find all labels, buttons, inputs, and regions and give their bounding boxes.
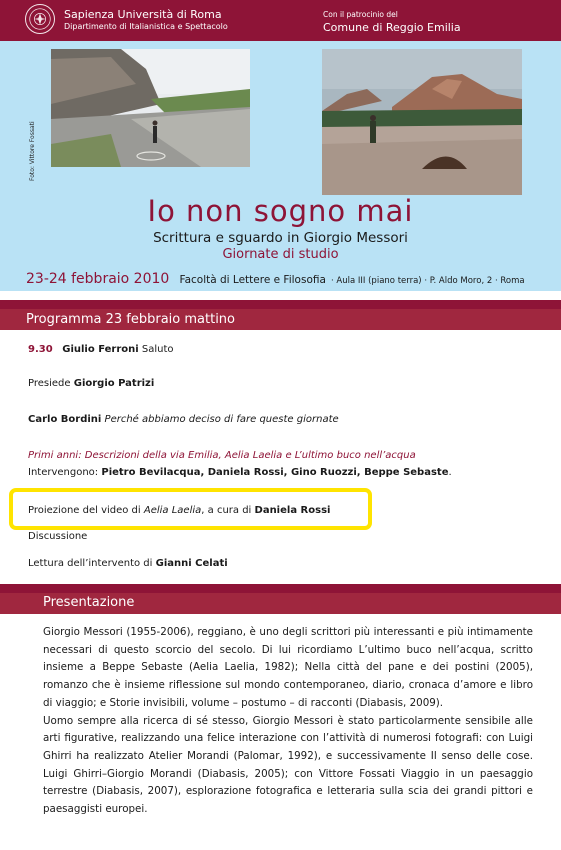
programma-heading: Programma 23 febbraio mattino (26, 312, 236, 327)
program-speakers: Pietro Bevilacqua, Daniela Rossi, Gino Ruozzi, Beppe Sebaste (101, 467, 449, 478)
university-name: Sapienza Università di Roma (64, 8, 222, 21)
program-discussion: Discussione (28, 531, 88, 542)
event-type: Giornate di studio (222, 247, 339, 262)
event-venue: Facoltà di Lettere e Filosofia (179, 274, 326, 286)
photo-riverbed-landscape (322, 49, 522, 195)
program-work: Aelia Laelia (143, 505, 202, 516)
event-dates: 23-24 febbraio 2010 (26, 271, 170, 287)
program-speaker: Giorgio Patrizi (73, 378, 155, 389)
program-talk-title: Perché abbiamo deciso di fare queste giornate (104, 414, 339, 425)
program-speaker: Carlo Bordini (28, 414, 102, 425)
program-prefix: Lettura dell’intervento di (28, 558, 153, 569)
program-prefix: Proiezione del video di (28, 505, 141, 516)
program-item (28, 414, 339, 425)
program-item (28, 378, 154, 389)
program-speaker: Gianni Celati (155, 558, 228, 569)
program-item (28, 344, 174, 355)
program-speaker: Daniela Rossi (254, 505, 331, 516)
program-item: Proiezione del video di Aelia Laelia, a cura di Daniela Rossi (28, 505, 331, 516)
header-bar (0, 0, 561, 41)
event-subtitle: Scrittura e sguardo in Giorgio Messori (153, 230, 408, 246)
university-seal-icon (25, 4, 55, 34)
presentazione-heading: Presentazione (43, 595, 135, 610)
photo-credit: Foto: Vittore Fossati (29, 121, 36, 181)
photo-road-landscape (51, 49, 250, 167)
event-venue-details: · Aula III (piano terra) · P. Aldo Moro, 2 · Roma (331, 276, 525, 286)
presentazione-header (0, 584, 561, 614)
patronage-label: Con il patrocinio del (323, 10, 398, 19)
presentazione-text (43, 624, 533, 819)
program-prefix: Intervengono: (28, 467, 99, 478)
program-item (28, 558, 228, 569)
presentazione-paragraph: Uomo sempre alla ricerca di sé stesso, Giorgio Messori è stato particolarmente sensibile alle arti figurative, realizzando una felice interazione con l’attività di numerosi fotografi: con Luigi Ghirri ha realizzato Atelier Morandi (Palomar, 1992), e successivamente Il senso delle cose. Luigi Ghirri–Giorgio Morandi (Diabasis, 2005); con Vittore Fossati Viaggio in un paesaggio terrestre (Diabasis, 2007), esplorazione fotografica e letteraria sulla scia dei grandi pittori e paesaggisti europei. (43, 714, 533, 816)
date-venue-line (26, 268, 525, 287)
program-section-title: Primi anni: Descrizioni della via Emilia, Aelia Laelia e L’ultimo buco nell’acqua (28, 450, 416, 461)
patronage-name: Comune di Reggio Emilia (323, 21, 461, 34)
presentazione-paragraph: Giorgio Messori (1955-2006), reggiano, è uno degli scrittori più interessanti e più intimamente necessari di questo scorcio del secolo. Di lui ricordiamo L’ultimo buco nell’acqua, scritto insieme a Beppe Sebaste (Aelia Laelia, 1982); Nella città del pane e dei postini (2005), romanzo che è insieme riflessione sul mondo contemporaneo, diario, cronaca d’amore e libro di viaggio; e Storie invisibili, volume – postumo – di racconti (Diabasis, 2009). (43, 626, 533, 709)
programma-header (0, 300, 561, 330)
program-text: Saluto (141, 344, 174, 355)
program-item: Intervengono: Pietro Bevilacqua, Daniela Rossi, Gino Ruozzi, Beppe Sebaste. (28, 467, 452, 478)
event-title: Io non sogno mai (147, 194, 414, 228)
department-name: Dipartimento di Italianistica e Spettacolo (64, 22, 228, 31)
program-speaker: Giulio Ferroni (62, 344, 139, 355)
program-prefix: Presiede (28, 378, 71, 389)
program-time: 9.30 (28, 344, 53, 355)
